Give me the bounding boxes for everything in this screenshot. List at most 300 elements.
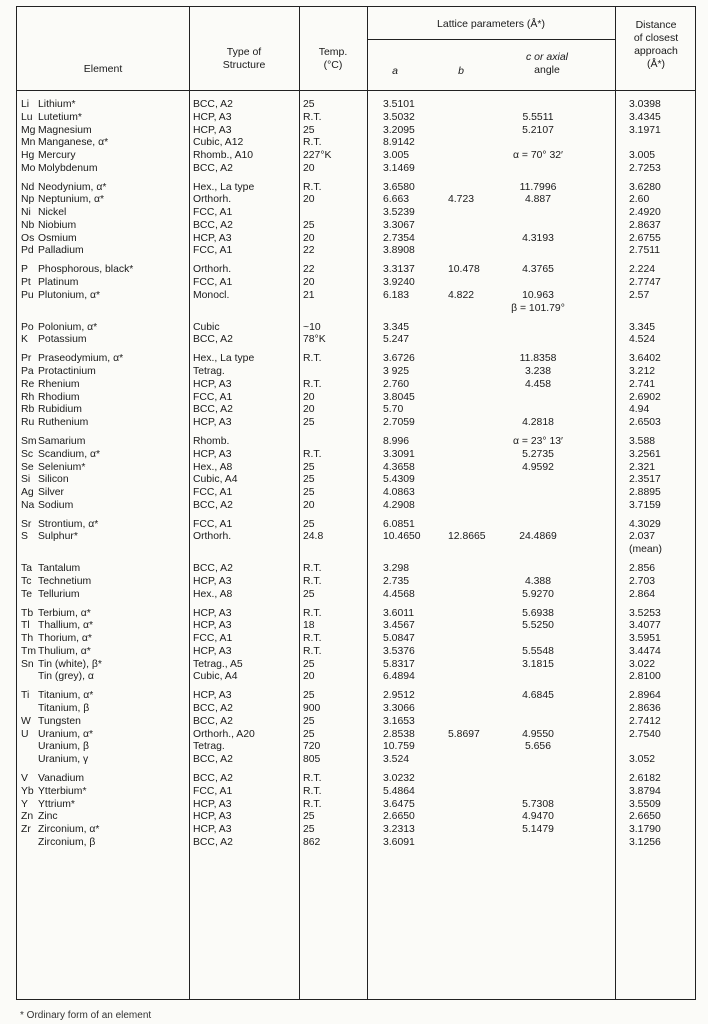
cell-a: 3.005: [383, 150, 410, 161]
cell-type: FCC, A1: [193, 277, 233, 289]
cell-name: Silicon: [38, 474, 69, 486]
cell-c: 11.7996: [519, 181, 557, 193]
cell-d: 2.856: [629, 563, 656, 575]
table-row: [17, 436, 695, 449]
cell-sym: Yb: [21, 785, 34, 797]
cell-sym: Mo: [21, 162, 36, 174]
cell-sym: Tb: [21, 607, 34, 619]
cell-d: 2.7253: [629, 162, 661, 174]
cell-temp: 25: [303, 474, 315, 486]
cell-name: Palladium: [38, 245, 84, 257]
cell-a: 3.6580: [383, 181, 415, 193]
cell-d: 3.4474: [629, 645, 661, 657]
cell-name: Uranium, γ: [38, 754, 89, 766]
cell-temp: 22: [303, 264, 315, 276]
table-row: [17, 620, 695, 633]
cell-temp: 25: [303, 715, 315, 727]
cell-a: 3.1653: [383, 715, 415, 727]
cell-sym: Ti: [21, 690, 30, 702]
cell-d: 2.3517: [629, 474, 661, 486]
header-bottom-rule: [17, 90, 695, 91]
cell-type: BCC, A2: [193, 563, 233, 575]
header-lattice: Lattice parameters (Å*): [437, 18, 545, 30]
table-row: [17, 220, 695, 233]
cell-sym: Pt: [21, 277, 31, 289]
cell-sym: Pr: [21, 353, 32, 365]
table-row: [17, 322, 695, 335]
cell-sym: Si: [21, 474, 31, 486]
cell-a: 3.8908: [383, 245, 415, 257]
cell-sym: Ni: [21, 207, 31, 219]
cell-a: 2.9512: [383, 690, 415, 702]
cell-name: Niobium: [38, 219, 77, 231]
cell-a: 3.5032: [383, 111, 415, 123]
cell-name: Protactinium: [38, 366, 96, 377]
header-distance-line4: (Å*): [646, 58, 666, 70]
cell-a: 5.247: [383, 334, 410, 346]
cell-d: 4.3029: [629, 518, 661, 530]
cell-name: Molybdenum: [38, 162, 98, 174]
cell-name: Osmium: [38, 232, 77, 244]
table-row: [17, 392, 695, 405]
cell-sym: Pd: [21, 245, 34, 257]
cell-sym: Np: [21, 194, 35, 206]
table-row: [17, 462, 695, 475]
cell-a: 2.7059: [383, 417, 415, 428]
cell-d: 2.224: [629, 264, 656, 276]
lattice-parameters-table: [16, 6, 696, 1000]
cell-type: BCC, A2: [193, 219, 233, 231]
cell-temp: R.T.: [303, 607, 322, 619]
cell-name: Zirconium, β: [38, 836, 96, 848]
cell-sym: Pu: [21, 289, 34, 301]
table-row: [17, 563, 695, 576]
header-distance-line2: of closest: [633, 32, 679, 44]
cell-name: Tin (grey), α: [38, 671, 94, 683]
header-col-b: b: [458, 65, 464, 77]
cell-c: 11.8358: [519, 353, 557, 365]
cell-a: 3.4567: [383, 620, 415, 632]
cell-a: 6.0851: [383, 518, 415, 530]
cell-sym: V: [21, 773, 28, 784]
table-row: [17, 544, 695, 557]
table-row: [17, 754, 695, 767]
cell-a: 4.0863: [383, 487, 415, 498]
cell-name: Samarium: [38, 436, 86, 447]
cell-name: Nickel: [38, 207, 67, 219]
cell-a: 8.996: [383, 436, 410, 447]
cell-d: 3.2561: [629, 448, 661, 460]
cell-a: 4.4568: [383, 588, 415, 600]
cell-d: 2.703: [629, 575, 656, 587]
cell-d: 2.7747: [629, 277, 661, 289]
cell-d: 2.8637: [629, 219, 661, 231]
cell-a: 3.3091: [383, 448, 415, 460]
cell-type: HCP, A3: [193, 417, 232, 428]
cell-d: 3.6280: [629, 181, 661, 193]
cell-a: 5.4309: [383, 474, 415, 486]
table-row: [17, 729, 695, 742]
cell-name: Platinum: [38, 277, 79, 289]
cell-temp: R.T.: [303, 785, 322, 797]
cell-type: HCP, A3: [193, 811, 232, 823]
table-row: [17, 474, 695, 487]
cell-sym: Tm: [21, 645, 37, 657]
cell-type: BCC, A2: [193, 703, 233, 715]
cell-sym: K: [21, 334, 28, 346]
table-row: [17, 182, 695, 195]
cell-sym: Pa: [21, 366, 34, 377]
cell-sym: Nd: [21, 181, 35, 193]
table-row: [17, 646, 695, 659]
cell-d: 3.588: [629, 436, 656, 447]
cell-a: 6.4894: [383, 671, 415, 683]
table-row: [17, 194, 695, 207]
table-row: [17, 99, 695, 112]
cell-name: Uranium, α*: [38, 728, 94, 740]
cell-b: 12.8665: [448, 531, 486, 543]
cell-sym: Mn: [21, 137, 36, 149]
cell-name: Praseodymium, α*: [38, 353, 124, 365]
cell-type: Rhomb., A10: [193, 150, 254, 161]
cell-type: Hex., La type: [193, 181, 255, 193]
cell-type: BCC, A2: [193, 836, 233, 848]
cell-type: Hex., La type: [193, 353, 255, 365]
cell-temp: R.T.: [303, 773, 322, 784]
cell-sym: Rh: [21, 391, 35, 403]
cell-temp: 25: [303, 690, 315, 702]
cell-temp: 25: [303, 824, 315, 835]
header-temp: [299, 46, 367, 72]
cell-type: HCP, A3: [193, 824, 232, 835]
cell-type: Orthorh.: [193, 194, 232, 206]
cell-sym: Ag: [21, 487, 34, 498]
cell-temp: 25: [303, 417, 315, 428]
cell-c: 5.1479: [522, 824, 554, 835]
cell-c: 5.2107: [522, 124, 554, 136]
cell-name: Tellurium: [38, 588, 80, 600]
table-row: [17, 837, 695, 850]
cell-d: 2.8964: [629, 690, 661, 702]
cell-type: Tetrag.: [193, 741, 225, 753]
cell-sym: S: [21, 531, 28, 543]
cell-c: 5.5511: [522, 111, 554, 123]
cell-a: 3.5101: [383, 99, 415, 110]
table-row: [17, 163, 695, 176]
cell-sym: Nb: [21, 219, 35, 231]
cell-temp: 24.8: [303, 531, 324, 543]
cell-a: 6.183: [383, 289, 410, 301]
cell-a: 3 925: [383, 366, 410, 377]
cell-sym: Sn: [21, 658, 34, 670]
cell-temp: 20: [303, 162, 315, 174]
cell-d: 2.741: [629, 378, 656, 390]
cell-sym: W: [21, 715, 31, 727]
cell-temp: 20: [303, 391, 315, 403]
cell-type: HCP, A3: [193, 232, 232, 244]
cell-sym: Hg: [21, 150, 35, 161]
cell-temp: 21: [303, 289, 315, 301]
table-row: [17, 824, 695, 837]
table-row: [17, 233, 695, 246]
table-row: [17, 379, 695, 392]
cell-a: 5.8317: [383, 658, 415, 670]
cell-name: Selenium*: [38, 461, 86, 473]
cell-c: 4.6845: [522, 690, 554, 702]
cell-name: Thulium, α*: [38, 645, 91, 657]
cell-temp: R.T.: [303, 575, 322, 587]
cell-d: 3.022: [629, 658, 656, 670]
cell-a: 2.8538: [383, 728, 415, 740]
table-row: [17, 773, 695, 786]
cell-temp: 25: [303, 658, 315, 670]
header-structure-line1: Type of: [226, 46, 262, 58]
cell-a: 3.6475: [383, 798, 415, 810]
header-distance: [615, 19, 697, 71]
cell-temp: 862: [303, 836, 321, 848]
cell-name: Tungsten: [38, 715, 81, 727]
cell-c: β = 101.79°: [511, 302, 565, 314]
cell-name: Yttrium*: [38, 798, 75, 810]
cell-type: Cubic: [193, 321, 220, 333]
cell-temp: 25: [303, 487, 315, 498]
cell-type: HCP, A3: [193, 690, 232, 702]
cell-type: HCP, A3: [193, 607, 232, 619]
table-row: [17, 404, 695, 417]
cell-temp: 25: [303, 518, 315, 530]
cell-sym: Y: [21, 798, 28, 810]
table-row: [17, 303, 695, 316]
cell-temp: 25: [303, 219, 315, 231]
cell-type: FCC, A1: [193, 785, 233, 797]
cell-c: 4.3765: [522, 264, 554, 276]
table-row: [17, 366, 695, 379]
header-structure: [189, 46, 299, 72]
cell-d: 2.8100: [629, 671, 661, 683]
cell-d: 3.005: [629, 150, 656, 161]
cell-c: 4.458: [524, 378, 551, 390]
cell-temp: 20: [303, 671, 315, 683]
cell-a: 3.2313: [383, 824, 415, 835]
cell-name: Technetium: [38, 575, 92, 587]
cell-name: Phosphorous, black*: [38, 264, 134, 276]
header-temp-line1: Temp.: [318, 46, 348, 58]
cell-sym: Se: [21, 461, 34, 473]
cell-temp: 25: [303, 124, 315, 136]
cell-sym: Li: [21, 99, 30, 110]
cell-d: 2.6503: [629, 417, 661, 428]
table-row: [17, 334, 695, 347]
cell-c: 5.7308: [522, 798, 554, 810]
cell-sym: Tc: [21, 575, 32, 587]
cell-d: 4.94: [629, 404, 650, 416]
cell-d: 2.7511: [629, 245, 661, 257]
cell-d: 2.8895: [629, 487, 661, 498]
cell-d: 3.5951: [629, 633, 661, 645]
cell-d: 3.345: [629, 321, 656, 333]
cell-d: 2.037: [629, 531, 656, 543]
table-row: [17, 290, 695, 303]
cell-temp: 25: [303, 461, 315, 473]
cell-c: 5.9270: [522, 588, 554, 600]
cell-type: HCP, A3: [193, 124, 232, 136]
cell-c: 5.5250: [522, 620, 554, 632]
cell-sym: Po: [21, 321, 34, 333]
cell-temp: 20: [303, 277, 315, 289]
table-row: [17, 487, 695, 500]
table-row: [17, 659, 695, 672]
cell-temp: R.T.: [303, 645, 322, 657]
cell-temp: R.T.: [303, 448, 322, 460]
cell-a: 2.735: [383, 575, 410, 587]
cell-temp: R.T.: [303, 111, 322, 123]
cell-name: Potassium: [38, 334, 87, 346]
cell-name: Lutetium*: [38, 111, 82, 123]
cell-type: Hex., A8: [193, 461, 233, 473]
cell-sym: Re: [21, 378, 35, 390]
cell-c: 4.3193: [522, 232, 554, 244]
cell-temp: 20: [303, 404, 315, 416]
cell-a: 3.3137: [383, 264, 415, 276]
cell-temp: 720: [303, 741, 321, 753]
cell-type: BCC, A2: [193, 162, 233, 174]
table-row: [17, 245, 695, 258]
table-row: [17, 417, 695, 430]
cell-type: BCC, A2: [193, 334, 233, 346]
cell-sym: Sc: [21, 448, 34, 460]
cell-a: 3.5376: [383, 645, 415, 657]
cell-c: α = 23° 13′: [513, 436, 563, 447]
cell-a: 3.6011: [383, 607, 415, 619]
cell-c: 4.9470: [522, 811, 554, 823]
cell-name: Mercury: [38, 150, 76, 161]
cell-a: 3.524: [383, 754, 410, 766]
cell-d: 2.60: [629, 194, 650, 206]
cell-sym: Rb: [21, 404, 35, 416]
cell-name: Thorium, α*: [38, 633, 92, 645]
cell-type: BCC, A2: [193, 99, 233, 110]
table-row: [17, 589, 695, 602]
cell-c: 5.5548: [522, 645, 554, 657]
cell-temp: 20: [303, 499, 315, 511]
table-row: [17, 671, 695, 684]
cell-a: 3.298: [383, 563, 410, 575]
cell-temp: R.T.: [303, 633, 322, 645]
cell-sym: Sr: [21, 518, 32, 530]
table-row: [17, 519, 695, 532]
cell-d: (mean): [629, 544, 662, 556]
cell-type: Tetrag.: [193, 366, 225, 377]
table-row: [17, 449, 695, 462]
cell-name: Vanadium: [38, 773, 85, 784]
cell-name: Rubidium: [38, 404, 82, 416]
cell-a: 4.3658: [383, 461, 415, 473]
cell-type: Cubic, A12: [193, 137, 244, 149]
cell-name: Tantalum: [38, 563, 81, 575]
footnote: * Ordinary form of an element: [20, 1010, 152, 1021]
header-structure-line2: Structure: [222, 59, 266, 71]
cell-temp: 22: [303, 245, 315, 257]
table-row: [17, 690, 695, 703]
cell-type: HCP, A3: [193, 378, 232, 390]
cell-d: 3.212: [629, 366, 656, 377]
table-row: [17, 633, 695, 646]
cell-d: 3.052: [629, 754, 656, 766]
table-row: [17, 799, 695, 812]
cell-type: Orthorh., A20: [193, 728, 255, 740]
cell-a: 5.4864: [383, 785, 415, 797]
table-row: [17, 500, 695, 513]
cell-name: Ytterbium*: [38, 785, 87, 797]
table-row: [17, 703, 695, 716]
cell-a: 8.9142: [383, 137, 415, 149]
cell-name: Strontium, α*: [38, 518, 99, 530]
cell-temp: 25: [303, 99, 315, 110]
cell-c: 5.2735: [522, 448, 554, 460]
cell-temp: 20: [303, 194, 315, 206]
cell-name: Sulphur*: [38, 531, 78, 543]
header-col-c: [497, 51, 597, 77]
cell-temp: 227°K: [303, 150, 332, 161]
cell-temp: 25: [303, 728, 315, 740]
cell-name: Silver: [38, 487, 64, 498]
cell-name: Neptunium, α*: [38, 194, 105, 206]
table-row: [17, 277, 695, 290]
cell-d: 2.7412: [629, 715, 661, 727]
cell-c: 3.238: [524, 366, 551, 377]
cell-type: BCC, A2: [193, 404, 233, 416]
cell-type: FCC, A1: [193, 518, 233, 530]
cell-c: 3.1815: [522, 658, 554, 670]
cell-name: Rhodium: [38, 391, 80, 403]
cell-name: Thallium, α*: [38, 620, 94, 632]
cell-d: 3.4077: [629, 620, 661, 632]
cell-sym: Lu: [21, 111, 33, 123]
table-row: [17, 264, 695, 277]
cell-c: 4.9550: [522, 728, 554, 740]
table-row: [17, 531, 695, 544]
cell-temp: R.T.: [303, 353, 322, 365]
table-row: [17, 125, 695, 138]
cell-d: 3.1971: [629, 124, 661, 136]
cell-sym: Ta: [21, 563, 32, 575]
header-element: Element: [83, 63, 123, 75]
cell-name: Polonium, α*: [38, 321, 98, 333]
cell-name: Titanium, α*: [38, 690, 94, 702]
cell-c: 4.9592: [522, 461, 554, 473]
cell-name: Titanium, β: [38, 703, 90, 715]
cell-d: 2.321: [629, 461, 656, 473]
cell-a: 3.3067: [383, 219, 415, 231]
cell-type: Cubic, A4: [193, 671, 238, 683]
cell-sym: Os: [21, 232, 35, 244]
cell-type: Tetrag., A5: [193, 658, 243, 670]
cell-temp: 25: [303, 588, 315, 600]
cell-type: HCP, A3: [193, 111, 232, 123]
cell-temp: 25: [303, 811, 315, 823]
cell-a: 3.6091: [383, 836, 415, 848]
cell-d: 2.6902: [629, 391, 661, 403]
cell-sym: Te: [21, 588, 32, 600]
table-row: [17, 716, 695, 729]
cell-type: HCP, A3: [193, 645, 232, 657]
cell-c: 10.963: [522, 289, 554, 301]
cell-d: 2.4920: [629, 207, 661, 219]
cell-type: FCC, A1: [193, 207, 233, 219]
table-row: [17, 207, 695, 220]
header-col-a: a: [392, 65, 398, 77]
cell-d: 3.8794: [629, 785, 661, 797]
